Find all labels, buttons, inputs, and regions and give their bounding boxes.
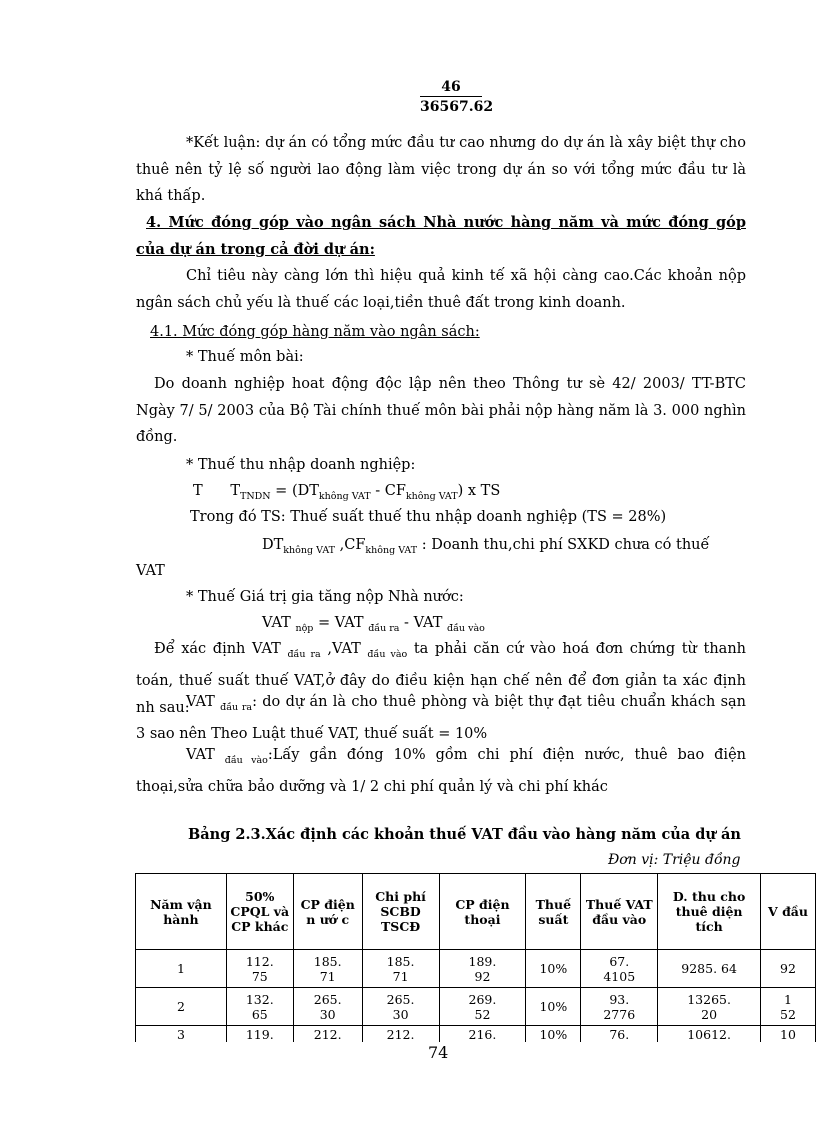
formula-lhs: T [230,483,240,499]
table-cell: 13265. 20 [658,988,761,1026]
vat-b: = VAT [313,615,369,631]
formula-t: T [193,483,203,499]
dt-b: ,CF [335,537,366,553]
table-cell: 265. 30 [362,988,439,1026]
vat-word: VAT [136,563,165,579]
table-cell: 185. 71 [362,950,439,988]
table-cell: 92 [761,950,816,988]
fraction-bar [420,96,482,97]
vat-out-rest: : do dự án là cho thuê phòng và biệt thự đạt tiêu chuẩn khách sạn 3 sao nên Theo Luật thuế VAT, thuế suất = 10% [136,694,746,743]
table-cell: 189. 92 [439,950,526,988]
dt-line [262,535,746,561]
determine-s1: đầu ra [287,648,321,660]
dt-b-sub: không VAT [365,544,418,556]
table-cell: 10% [526,1026,581,1044]
vat-b-sub: đầu ra [368,622,400,634]
mon-bai-text: Do doanh nghiệp hoat động độc lập nên theo Thông tư sè 42/ 2003/ TT-BTC Ngày 7/ 5/ 2003 của Bộ Tài chính thuế môn bài phải nộp hàng năm là 3. 000 nghìn đồng. [136,376,746,445]
table-cell: 10 [761,1026,816,1044]
formula-sub2: không VAT [405,490,458,502]
table-header-cell: D. thu cho thuê diện tích [658,874,761,950]
table-header-cell: Năm vận hành [136,874,227,950]
tndn-formula [193,481,500,507]
table-header-cell: CP điện n ướ c [293,874,362,950]
table-cell: 212. [293,1026,362,1044]
table-header-row [136,874,816,950]
tndn-title: * Thuế thu nhập doanh nghiệp: [186,457,416,473]
formula-lhs-sub: TNDN [240,490,271,502]
vat-in-paragraph [136,742,746,801]
vat-c: - VAT [399,615,448,631]
page-bottom-mask [0,1042,816,1052]
table-header-cell: CP điện thoại [439,874,526,950]
table-cell: 9285. 64 [658,950,761,988]
fraction-denominator: 36567.62 [420,99,494,115]
vat-out-a: VAT [186,694,221,710]
table-cell: 269. 52 [439,988,526,1026]
page-number: 74 [428,1043,449,1062]
determine-p3: ta phải căn cứ vào hoá đơn chứng từ thanh toán, thuế suất thuế VAT,ở đây do điều kiện hạn chế nên để đơn giản ta xác định nh sau: [136,641,747,716]
section4-text: Chỉ tiêu này càng lớn thì hiệu quả kinh tế xã hội càng cao.Các khoản nộp ngân sách chủ yếu là thuế các loại,tiền thuê đất trong kinh doanh. [136,268,746,311]
dt-a-sub: không VAT [283,544,336,556]
gtgt-title: * Thuế Giá trị gia tăng nộp Nhà nước: [186,589,464,605]
vat-formula [262,613,485,639]
vat-in-sub: đầu vào [224,754,268,766]
vat-out-sub: đầu ra [220,701,253,713]
vat-out-paragraph [136,689,746,748]
table-row [136,988,816,1026]
dt-rest: : Doanh thu,chi phí SXKD chưa có thuế [417,537,710,553]
determine-p2: ,VAT [320,641,368,657]
table-header-cell: Thuế VAT đầu vào [581,874,658,950]
table-header-cell: 50% CPQL và CP khác [226,874,293,950]
table-header-cell: Thuế suất [526,874,581,950]
vat-in-rest: :Lấy gần đóng 10% gồm chi phí điện nước, thuê bao điện thoại,sửa chữa bảo dưỡng và 1/ 2 chi phí quản lý và chi phí khác [136,747,746,796]
dt-a: DT [262,537,284,553]
table-cell: 3 [136,1026,227,1044]
table-cell: 1 52 [761,988,816,1026]
table-cell: 265. 30 [293,988,362,1026]
conclusion-paragraph: *Kết luận: dự án có tổng mức đầu tư cao nhưng do dự án là xây biệt thự cho thuê nên tỷ lệ số người lao động làm việc trong dự án so với tổng mức đầu tư là khá thấp. [136,135,746,204]
table-cell: 10612. [658,1026,761,1044]
formula-sub1: không VAT [318,490,371,502]
table-caption: Bảng 2.3.Xác định các khoản thuế VAT đầu vào hàng năm của dự án [188,826,741,843]
table-cell: 67. 4105 [581,950,658,988]
determine-s2: đầu vào [367,648,408,660]
section41-heading: 4.1. Mức đóng góp hàng năm vào ngân sách: [150,324,480,340]
table-row [136,950,816,988]
formula-minus: - CF [370,483,406,499]
formula-eq: = (DT [270,483,319,499]
fraction [420,78,494,116]
table-cell: 76. [581,1026,658,1044]
vat-c-sub: đầu vào [447,622,485,634]
table-body [136,950,816,1044]
table-cell: 212. [362,1026,439,1044]
fraction-numerator: 46 [441,79,461,95]
table-header-cell: Chi phí SCBD TSCĐ [362,874,439,950]
table-cell: 119. [226,1026,293,1044]
mon-bai-title: * Thuế môn bài: [186,349,304,365]
table-cell: 132. 65 [226,988,293,1026]
table-cell: 10% [526,950,581,988]
vat-input-table [135,873,816,1044]
table-cell: 2 [136,988,227,1026]
table-cell: 1 [136,950,227,988]
vat-a-sub: nộp [295,622,314,634]
table-cell: 185. 71 [293,950,362,988]
determine-p1: Để xác định VAT [154,641,288,657]
table-cell: 93. 2776 [581,988,658,1026]
table-cell: 216. [439,1026,526,1044]
ts-text: Trong đó TS: Thuế suất thuế thu nhập doanh nghiệp (TS = 28%) [190,509,667,525]
table-unit: Đơn vị: Triệu đồng [608,852,741,868]
table-row [136,1026,816,1044]
table-cell: 112. 75 [226,950,293,988]
table-cell: 10% [526,988,581,1026]
formula-tail: ) x TS [457,483,501,499]
table-header-cell: V đầu [761,874,816,950]
section4-heading: 4. Mức đóng góp vào ngân sách Nhà nước hàng năm và mức đóng góp của dự án trong cả đời dự án: [136,214,746,258]
vat-in-a: VAT [186,747,225,763]
vat-a: VAT [262,615,296,631]
